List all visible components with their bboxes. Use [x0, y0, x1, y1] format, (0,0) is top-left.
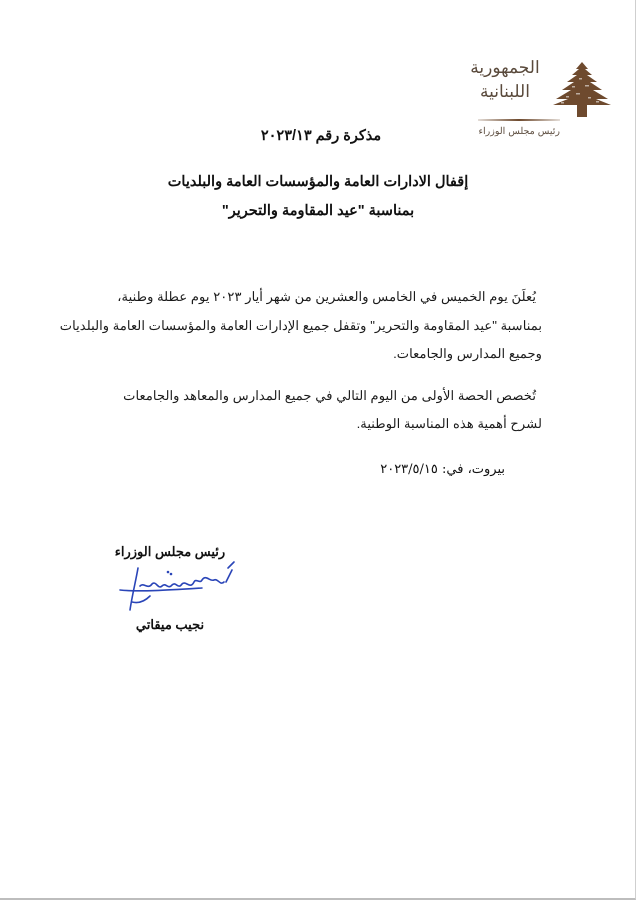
signatory-title: رئيس مجلس الوزراء	[114, 544, 226, 559]
state-name-line2: اللبنانية	[480, 82, 530, 102]
paragraph1-line1: يُعلَنَ يوم الخميس في الخامس والعشرين من شهر أيار ٢٠٢٣ يوم عطلة وطنية،	[117, 289, 536, 304]
handwritten-signature	[110, 560, 250, 620]
cedar-tree-icon	[552, 60, 612, 118]
paragraph2-line2: لشرح أهمية هذه المناسبة الوطنية.	[356, 416, 542, 431]
paragraph1-line3: وجميع المدارس والجامعات.	[393, 346, 542, 361]
memo-subject-line1: إقفال الادارات العامة والمؤسسات العامة والبلديات	[167, 174, 469, 190]
memo-subject-line2: بمناسبة "عيد المقاومة والتحرير"	[221, 203, 415, 219]
paragraph1-line2: بمناسبة "عيد المقاومة والتحرير" وتقفل جميع الإدارات العامة والمؤسسات العامة والبلديات	[59, 318, 542, 333]
letterhead-office: رئيس مجلس الوزراء	[478, 126, 560, 137]
place-date: بيروت، في: ٢٠٢٣/٥/١٥	[380, 462, 505, 477]
state-name-line1: الجمهورية	[470, 58, 540, 78]
letterhead-divider	[478, 119, 560, 121]
memo-number: مذكرة رقم ٢٠٢٣/١٣	[260, 128, 382, 144]
signatory-name: نجيب ميقاتي	[135, 617, 205, 632]
paragraph2-line1: تُخصص الحصة الأولى من اليوم التالي في جميع المدارس والمعاهد والجامعات	[123, 388, 536, 403]
